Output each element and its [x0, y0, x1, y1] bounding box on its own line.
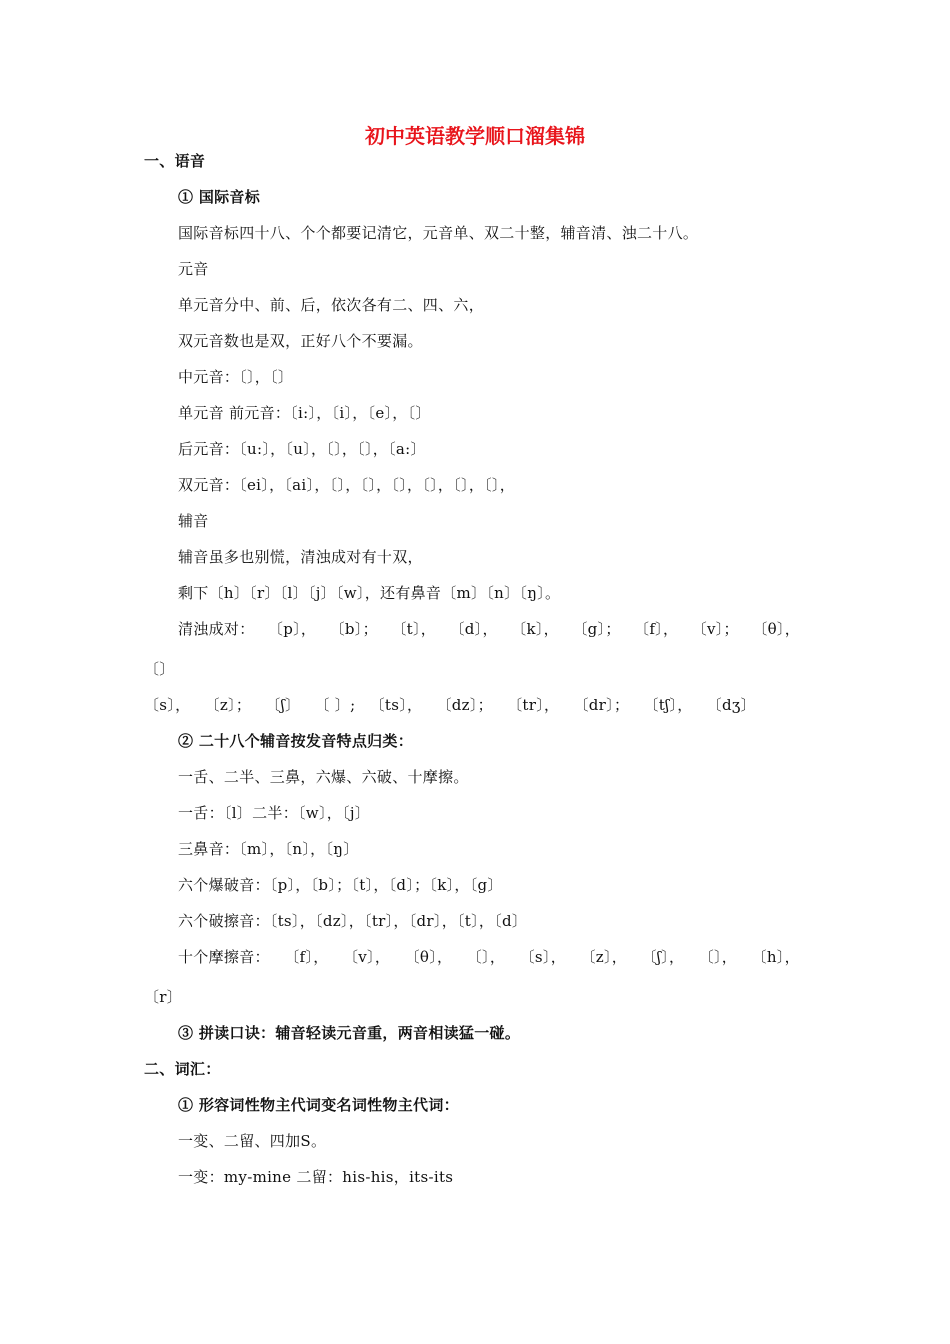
text-segment: 〔〕， — [466, 948, 506, 966]
text-segment: 〔g〕； — [572, 620, 621, 638]
text-line: 三鼻音：〔m〕，〔n〕，〔ŋ〕 — [178, 840, 359, 858]
text-line: 一舌：〔l〕二半：〔w〕，〔j〕 — [178, 804, 371, 822]
text-line: 辅音虽多也别慌，清浊成对有十双， — [178, 548, 423, 566]
text-line: 国际音标四十八、个个都要记清它，元音单、双二十整，辅音清、浊二十八。 — [178, 224, 699, 242]
text-segment: 〔〕， — [698, 948, 738, 966]
text-line-justified — [178, 946, 800, 968]
text-line-justified — [178, 618, 800, 640]
text-line: 六个爆破音：〔p〕，〔b〕；〔t〕，〔d〕；〔k〕，〔g〕 — [178, 876, 503, 894]
text-line: 双元音数也是双，正好八个不要漏。 — [178, 332, 423, 350]
text-segment: 〔d〕， — [449, 620, 498, 638]
text-segment: 〔dz〕； — [436, 696, 493, 714]
text-line: 元音 — [178, 260, 209, 278]
text-segment: 〔v〕， — [342, 948, 391, 966]
text-segment: 〔z〕， — [580, 948, 628, 966]
text-segment: 〔ʃ〕， — [641, 948, 685, 966]
text-segment: 〔θ〕， — [752, 620, 800, 638]
text-line: 〔r〕 — [144, 988, 183, 1006]
text-segment: 〔v〕； — [691, 620, 739, 638]
text-segment: 〔dr〕； — [573, 696, 630, 714]
text-line-justified — [144, 694, 756, 716]
text-line: 一变、二留、四加S。 — [178, 1132, 327, 1150]
text-segment: 〔t〕， — [391, 620, 437, 638]
text-segment: 〔 〕; — [314, 696, 356, 714]
document-title: 初中英语教学顺口溜集锦 — [365, 124, 585, 148]
subheading-possessive-pronouns: ① 形容词性物主代词变名词性物主代词： — [178, 1096, 459, 1114]
subheading-consonant-groups: ② 二十八个辅音按发音特点归类： — [178, 732, 414, 750]
text-line: 单元音 前元音：〔i:〕，〔i〕，〔e〕，〔〕 — [178, 404, 431, 422]
text-segment: 〔b〕； — [329, 620, 378, 638]
text-segment: 〔h〕， — [751, 948, 800, 966]
text-line: 辅音 — [178, 512, 209, 530]
subheading-spelling-rhyme: ③ 拼读口诀：辅音轻读元音重，两音相读猛一碰。 — [178, 1024, 521, 1042]
text-segment: 〔f〕， — [634, 620, 679, 638]
text-line: 中元音：〔〕，〔〕 — [178, 368, 294, 386]
section-heading-vocabulary: 二、词汇： — [144, 1060, 221, 1078]
text-segment: 〔p〕， — [267, 620, 317, 638]
text-line: 一舌、二半、三鼻，六爆、六破、十摩擦。 — [178, 768, 469, 786]
text-line: 〔〕 — [144, 660, 175, 678]
text-line: 六个破擦音：〔ts〕，〔dz〕，〔tr〕，〔dr〕，〔t〕，〔d〕 — [178, 912, 528, 930]
text-segment: 〔tr〕， — [507, 696, 560, 714]
subheading-ipa: ① 国际音标 — [178, 188, 261, 206]
text-segment: 〔s〕， — [144, 696, 191, 714]
text-segment: 〔ʃ〕 — [265, 696, 301, 714]
text-segment: 清浊成对： — [178, 620, 255, 638]
text-segment: 〔dʒ〕 — [706, 696, 756, 714]
text-segment: 〔ts〕， — [369, 696, 423, 714]
text-segment: 〔θ〕， — [404, 948, 453, 966]
text-line: 后元音：〔u:〕，〔u〕，〔〕，〔〕，〔a:〕 — [178, 440, 426, 458]
text-segment: 〔f〕， — [284, 948, 329, 966]
section-heading-phonetics: 一、语音 — [144, 152, 206, 170]
text-segment: 〔z〕； — [204, 696, 252, 714]
text-line: 单元音分中、前、后，依次各有二、四、六， — [178, 296, 485, 314]
text-segment: 十个摩擦音： — [178, 948, 270, 966]
text-line: 一变：my-mine 二留：his-his，its-its — [178, 1168, 454, 1186]
text-segment: 〔s〕， — [519, 948, 566, 966]
text-segment: 〔tʃ〕， — [643, 696, 693, 714]
text-line: 剩下〔h〕〔r〕〔l〕〔j〕〔w〕，还有鼻音〔m〕〔n〕〔ŋ〕。 — [178, 584, 561, 602]
text-segment: 〔k〕， — [511, 620, 559, 638]
text-line: 双元音：〔ei〕，〔ai〕，〔〕，〔〕，〔〕，〔〕，〔〕，〔〕， — [178, 476, 516, 494]
